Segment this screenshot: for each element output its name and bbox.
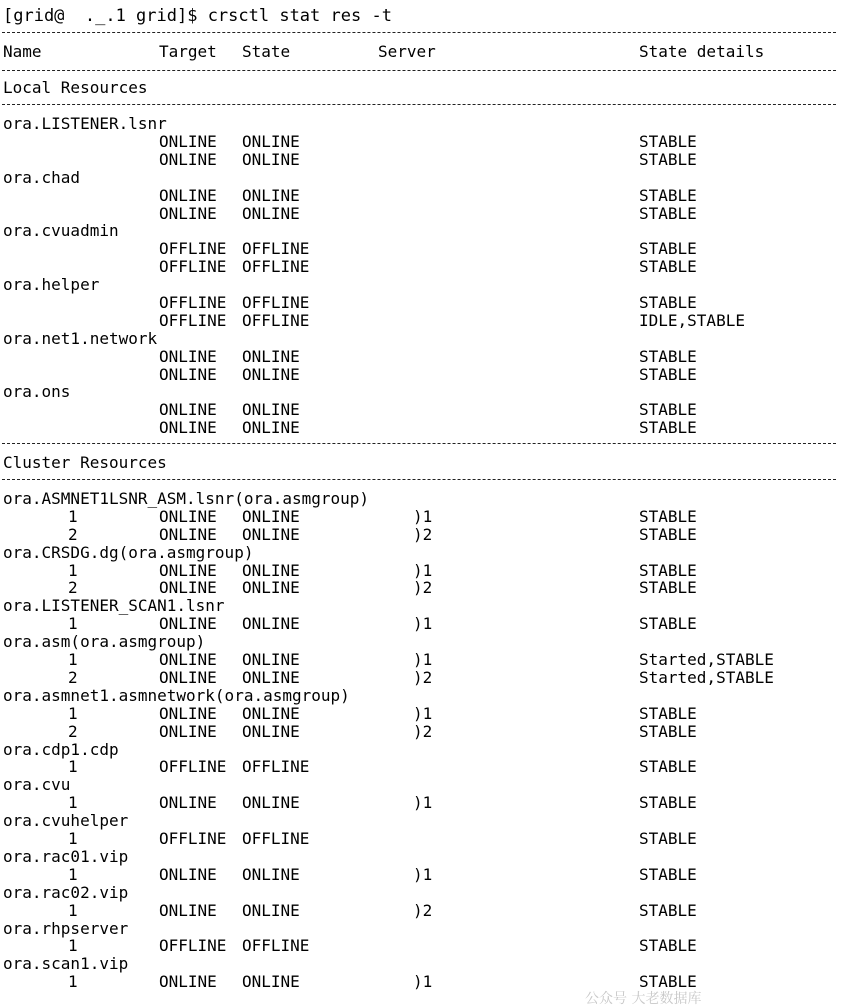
resource-name: ora.LISTENER.lsnr — [3, 114, 167, 133]
command-text: [grid@ ._.1 grid]$ crsctl stat res -t — [3, 6, 392, 26]
resource-name-row — [2, 884, 853, 902]
server-value: )1 — [413, 793, 433, 812]
header-state: State — [242, 42, 291, 61]
target-value: ONLINE — [159, 614, 217, 633]
state-details-value: STABLE — [639, 614, 697, 633]
target-value: OFFLINE — [159, 757, 227, 776]
state-value: ONLINE — [242, 150, 300, 169]
state-details-value: STABLE — [639, 578, 697, 597]
target-value: ONLINE — [159, 578, 217, 597]
state-value: OFFLINE — [242, 311, 310, 330]
state-value: OFFLINE — [242, 936, 310, 955]
server-value: )1 — [413, 650, 433, 669]
instance-number: 1 — [68, 936, 78, 955]
instance-number: 2 — [68, 722, 78, 741]
resource-name: ora.helper — [3, 275, 100, 294]
target-value: OFFLINE — [159, 239, 227, 258]
target-value: ONLINE — [159, 561, 217, 580]
instance-number: 2 — [68, 578, 78, 597]
instance-number: 2 — [68, 668, 78, 687]
state-value: ONLINE — [242, 793, 300, 812]
state-value: ONLINE — [242, 365, 300, 384]
state-value: ONLINE — [242, 668, 300, 687]
section-separator — [2, 104, 836, 106]
state-value: ONLINE — [242, 204, 300, 223]
target-value: ONLINE — [159, 525, 217, 544]
target-value: OFFLINE — [159, 257, 227, 276]
resource-name: ora.asmnet1.asmnetwork(ora.asmgroup) — [3, 686, 350, 705]
resource-status-row — [2, 669, 853, 687]
instance-number: 1 — [68, 614, 78, 633]
state-value: OFFLINE — [242, 829, 310, 848]
resource-name-row — [2, 597, 853, 615]
server-value: )2 — [413, 901, 433, 920]
state-details-value: STABLE — [639, 525, 697, 544]
server-value: )2 — [413, 668, 433, 687]
resource-name: ora.CRSDG.dg(ora.asmgroup) — [3, 543, 254, 562]
state-value: ONLINE — [242, 347, 300, 366]
instance-number: 1 — [68, 793, 78, 812]
instance-number: 1 — [68, 757, 78, 776]
instance-number: 1 — [68, 704, 78, 723]
state-value: ONLINE — [242, 972, 300, 991]
server-value: )1 — [413, 865, 433, 884]
header-state-details: State details — [639, 42, 765, 61]
target-value: ONLINE — [159, 865, 217, 884]
state-value: ONLINE — [242, 722, 300, 741]
resource-name: ora.rac01.vip — [3, 847, 129, 866]
header-name: Name — [3, 42, 42, 61]
resource-name: ora.asm(ora.asmgroup) — [3, 632, 206, 651]
resource-status-row — [2, 723, 853, 741]
target-value: OFFLINE — [159, 311, 227, 330]
server-value: )2 — [413, 722, 433, 741]
server-value: )1 — [413, 972, 433, 991]
resource-name: ora.ons — [3, 382, 71, 401]
header-separator-top — [2, 32, 836, 34]
state-details-value: IDLE,STABLE — [639, 311, 745, 330]
resource-name: ora.cvuhelper — [3, 811, 129, 830]
state-value: ONLINE — [242, 418, 300, 437]
terminal-window[interactable] — [2, 0, 853, 998]
state-details-value: STABLE — [639, 186, 697, 205]
resource-name-row — [2, 955, 853, 973]
target-value: ONLINE — [159, 901, 217, 920]
state-details-value: STABLE — [639, 936, 697, 955]
target-value: ONLINE — [159, 668, 217, 687]
instance-number: 1 — [68, 901, 78, 920]
state-value: ONLINE — [242, 132, 300, 151]
section-title-row — [2, 454, 853, 472]
resource-name-row — [2, 544, 853, 562]
server-value: )1 — [413, 704, 433, 723]
resource-name: ora.cvuadmin — [3, 221, 119, 240]
target-value: ONLINE — [159, 204, 217, 223]
server-value: )2 — [413, 525, 433, 544]
redaction-mask — [377, 128, 437, 438]
resource-name-row — [2, 633, 853, 651]
state-details-value: STABLE — [639, 901, 697, 920]
state-details-value: STABLE — [639, 865, 697, 884]
target-value: ONLINE — [159, 704, 217, 723]
target-value: ONLINE — [159, 186, 217, 205]
command-prompt-line — [2, 7, 853, 25]
instance-number: 1 — [68, 561, 78, 580]
instance-number: 2 — [68, 525, 78, 544]
state-details-value: STABLE — [639, 972, 697, 991]
state-details-value: STABLE — [639, 239, 697, 258]
state-details-value: Started,STABLE — [639, 650, 774, 669]
state-details-value: STABLE — [639, 793, 697, 812]
state-value: ONLINE — [242, 901, 300, 920]
resource-name: ora.rhpserver — [3, 919, 129, 938]
state-details-value: STABLE — [639, 204, 697, 223]
resource-name: ora.cvu — [3, 775, 71, 794]
resource-name: ora.cdp1.cdp — [3, 740, 119, 759]
target-value: ONLINE — [159, 972, 217, 991]
state-value: ONLINE — [242, 578, 300, 597]
column-header-row — [2, 43, 853, 61]
target-value: OFFLINE — [159, 293, 227, 312]
state-value: ONLINE — [242, 525, 300, 544]
state-value: OFFLINE — [242, 293, 310, 312]
resource-name-row — [2, 812, 853, 830]
target-value: ONLINE — [159, 650, 217, 669]
instance-number: 1 — [68, 972, 78, 991]
instance-number: 1 — [68, 507, 78, 526]
resource-name: ora.net1.network — [3, 329, 158, 348]
state-details-value: STABLE — [639, 293, 697, 312]
target-value: ONLINE — [159, 507, 217, 526]
target-value: ONLINE — [159, 722, 217, 741]
state-value: ONLINE — [242, 650, 300, 669]
header-separator-bottom — [2, 70, 836, 72]
resource-status-row — [2, 526, 853, 544]
resource-name-row — [2, 776, 853, 794]
target-value: ONLINE — [159, 793, 217, 812]
resource-status-row — [2, 902, 853, 920]
state-details-value: STABLE — [639, 561, 697, 580]
resource-name: ora.chad — [3, 168, 81, 187]
section-end-separator — [2, 443, 836, 445]
target-value: ONLINE — [159, 418, 217, 437]
resource-name: ora.scan1.vip — [3, 954, 129, 973]
state-details-value: STABLE — [639, 722, 697, 741]
resource-status-row — [2, 794, 853, 812]
section-title-row — [2, 79, 853, 97]
resource-status-row — [2, 615, 853, 633]
server-value: )2 — [413, 578, 433, 597]
section-title: Local Resources — [3, 78, 148, 97]
state-value: ONLINE — [242, 561, 300, 580]
state-details-value: STABLE — [639, 132, 697, 151]
target-value: OFFLINE — [159, 936, 227, 955]
resource-status-row — [2, 758, 853, 776]
resource-name-row — [2, 490, 853, 508]
state-details-value: STABLE — [639, 507, 697, 526]
header-server: Server — [378, 42, 436, 61]
state-value: OFFLINE — [242, 757, 310, 776]
state-details-value: STABLE — [639, 418, 697, 437]
resource-status-row — [2, 937, 853, 955]
resource-name-row — [2, 741, 853, 759]
state-details-value: STABLE — [639, 704, 697, 723]
instance-number: 1 — [68, 650, 78, 669]
header-target: Target — [159, 42, 217, 61]
resource-name-row — [2, 848, 853, 866]
resource-status-row — [2, 973, 853, 991]
section-title: Cluster Resources — [3, 453, 167, 472]
state-value: ONLINE — [242, 186, 300, 205]
instance-number: 1 — [68, 865, 78, 884]
watermark-text: 公众号 大老数据库 — [585, 991, 702, 1007]
resource-name: ora.rac02.vip — [3, 883, 129, 902]
state-value: OFFLINE — [242, 257, 310, 276]
state-value: OFFLINE — [242, 239, 310, 258]
target-value: ONLINE — [159, 347, 217, 366]
state-value: ONLINE — [242, 507, 300, 526]
target-value: ONLINE — [159, 132, 217, 151]
state-details-value: STABLE — [639, 829, 697, 848]
target-value: OFFLINE — [159, 829, 227, 848]
state-details-value: STABLE — [639, 257, 697, 276]
state-value: ONLINE — [242, 614, 300, 633]
instance-number: 1 — [68, 829, 78, 848]
resource-status-row — [2, 705, 853, 723]
state-details-value: STABLE — [639, 400, 697, 419]
resource-status-row — [2, 866, 853, 884]
state-value: ONLINE — [242, 400, 300, 419]
resource-name-row — [2, 687, 853, 705]
server-value: )1 — [413, 614, 433, 633]
state-details-value: STABLE — [639, 757, 697, 776]
target-value: ONLINE — [159, 150, 217, 169]
target-value: ONLINE — [159, 365, 217, 384]
state-details-value: Started,STABLE — [639, 668, 774, 687]
section-separator — [2, 479, 836, 481]
state-value: ONLINE — [242, 865, 300, 884]
resource-name-row — [2, 920, 853, 938]
resource-status-row — [2, 830, 853, 848]
server-value: )1 — [413, 507, 433, 526]
state-details-value: STABLE — [639, 150, 697, 169]
state-value: ONLINE — [242, 704, 300, 723]
resource-name: ora.LISTENER_SCAN1.lsnr — [3, 596, 225, 615]
resource-status-row — [2, 651, 853, 669]
resource-status-row — [2, 579, 853, 597]
target-value: ONLINE — [159, 400, 217, 419]
resource-name: ora.ASMNET1LSNR_ASM.lsnr(ora.asmgroup) — [3, 489, 370, 508]
resource-status-row — [2, 508, 853, 526]
state-details-value: STABLE — [639, 347, 697, 366]
state-details-value: STABLE — [639, 365, 697, 384]
server-value: )1 — [413, 561, 433, 580]
